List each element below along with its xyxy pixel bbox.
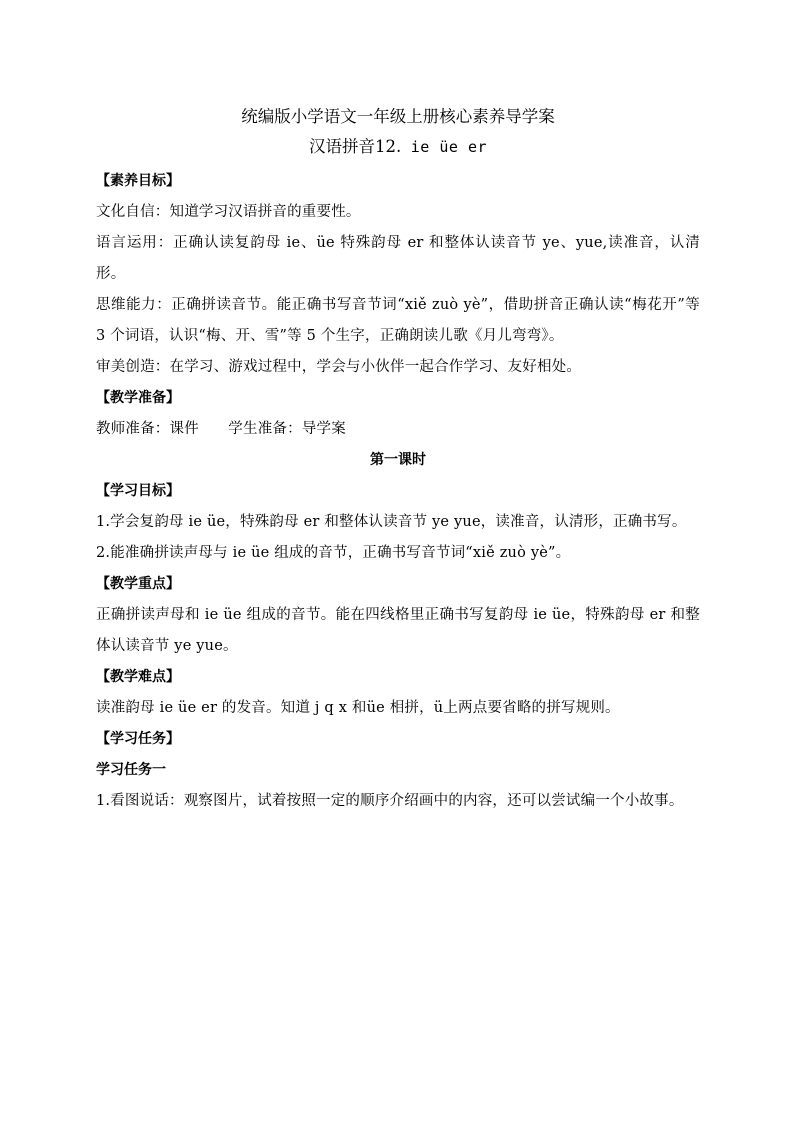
subtitle-prefix: 汉语拼音12. xyxy=(308,137,402,156)
document-title: 统编版小学语文一年级上册核心素养导学案 xyxy=(241,107,555,126)
goal-aesthetics: 审美创造：在学习、游戏过程中，学会与小伙伴一起合作学习、友好相处。 xyxy=(96,359,582,375)
key-points-text: 正确拼读声母和 ie üe 组成的音节。能在四线格里正确书写复韵母 ie üe，特殊韵母 er 和整体认读音节 ye yue。 xyxy=(96,607,700,654)
section-heading-key-points: 【教学重点】 xyxy=(96,576,180,592)
document-subtitle xyxy=(96,132,700,162)
study-goal-2: 2.能准确拼读声母与 ie üe 组成的音节，正确书写音节词“xiě zuò yè”。 xyxy=(96,545,571,561)
section-heading-study-goals: 【学习目标】 xyxy=(96,483,180,499)
goal-language: 语言运用：正确认读复韵母 ie、üe 特殊韵母 er 和整体认读音节 ye、yue,读准音，认清形。 xyxy=(96,235,700,282)
lesson-heading: 第一课时 xyxy=(370,452,426,468)
study-goal-1: 1.学会复韵母 ie üe，特殊韵母 er 和整体认读音节 ye yue，读准音，认清形，正确书写。 xyxy=(96,514,687,530)
section-heading-goals: 【素养目标】 xyxy=(96,173,180,189)
difficulties-text: 读准韵母 ie üe er 的发音。知道 j q x 和üe 相拼，ü上两点要省略的拼写规则。 xyxy=(96,700,620,716)
task-one-text: 1.看图说话：观察图片，试着按照一定的顺序介绍画中的内容，还可以尝试编一个小故事。 xyxy=(96,793,684,809)
section-heading-prep: 【教学准备】 xyxy=(96,390,180,406)
document-body xyxy=(96,102,700,817)
subtitle-pinyin: ie üe er xyxy=(401,138,488,156)
prep-text: 教师准备：课件 学生准备：导学案 xyxy=(96,421,346,437)
section-heading-tasks: 【学习任务】 xyxy=(96,731,180,747)
task-one-heading: 学习任务一 xyxy=(96,762,166,778)
goal-culture: 文化自信：知道学习汉语拼音的重要性。 xyxy=(96,204,361,220)
goal-thinking: 思维能力：正确拼读音节。能正确书写音节词“xiě zuò yè”，借助拼音正确认读“梅花开”等 3 个词语，认识“梅、开、雪”等 5 个生字，正确朗读儿歌《月儿弯弯》。 xyxy=(96,297,700,344)
section-heading-difficulties: 【教学难点】 xyxy=(96,669,180,685)
